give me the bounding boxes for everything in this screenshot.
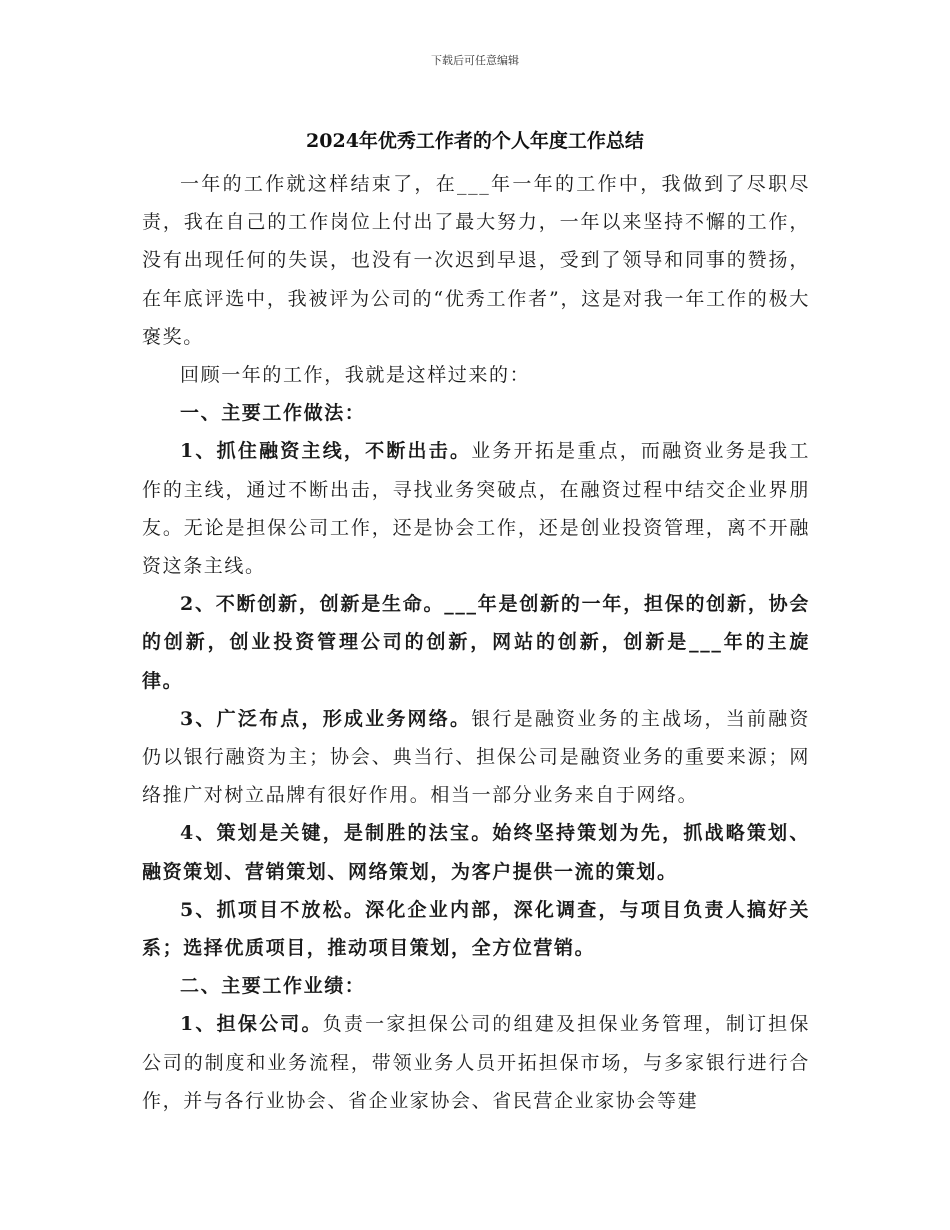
paragraph-item-3: 3、广泛布点，形成业务网络。银行是融资业务的主战场，当前融资仍以银行融资为主；协会、典当行、担保公司是融资业务的重要来源；网络推广对树立品牌有很好作用。相当一部分业务来自于网络。 — [142, 707, 810, 807]
paragraph-review: 回顾一年的工作，我就是这样过来的： — [180, 364, 531, 387]
paragraph-intro: 一年的工作就这样结束了，在___年一年的工作中，我做到了尽职尽责，我在自己的工作岗位上付出了最大努力，一年以来坚持不懈的工作，没有出现任何的失误，也没有一次迟到早退，受到了领导和同事的赞扬，在年底评选中，我被评为公司的“优秀工作者”，这是对我一年工作的极大褒奖。 — [142, 173, 810, 348]
document-title: 2024年优秀工作者的个人年度工作总结 — [306, 130, 644, 152]
paragraph-item-1: 1、抓住融资主线，不断出击。业务开拓是重点，而融资业务是我工作的主线，通过不断出击，寻找业务突破点，在融资过程中结交企业界朋友。无论是担保公司工作，还是协会工作，还是创业投资管理，离不开融资这条主线。 — [142, 440, 810, 578]
page-header: 下载后可任意编辑 — [431, 54, 519, 67]
item-lead: 1、抓住融资主线，不断出击。 — [180, 440, 472, 463]
item-lead: 4、策划是关键，是制胜的法宝。始终坚持策划为先，抓战略策划、融资策划、营销策划、网络策划，为客户提供一流的策划。 — [142, 822, 810, 883]
section-heading-methods: 一、主要工作做法： — [180, 402, 366, 425]
paragraph-item-5 — [142, 891, 810, 967]
section-heading-results: 二、主要工作业绩： — [180, 975, 366, 998]
paragraph-item-4 — [142, 814, 810, 890]
item-lead: 3、广泛布点，形成业务网络。 — [180, 707, 472, 730]
item-lead: 5、抓项目不放松。深化企业内部，深化调查，与项目负责人搞好关系；选择优质项目，推动项目策划，全方位营销。 — [142, 898, 810, 960]
item-lead: 2、不断创新，创新是生命。___年是创新的一年，担保的创新，协会的创新，创业投资管理公司的创新，网站的创新，创新是___年的主旋律。 — [142, 593, 810, 692]
paragraph-result-1: 1、担保公司。负责一家担保公司的组建及担保业务管理，制订担保公司的制度和业务流程，带领业务人员开拓担保市场，与多家银行进行合作，并与各行业协会、省企业家协会、省民营企业家协会等建 — [142, 1013, 810, 1112]
paragraph-item-2 — [142, 585, 810, 700]
item-lead: 1、担保公司。 — [180, 1013, 323, 1036]
document-body — [142, 165, 810, 1120]
